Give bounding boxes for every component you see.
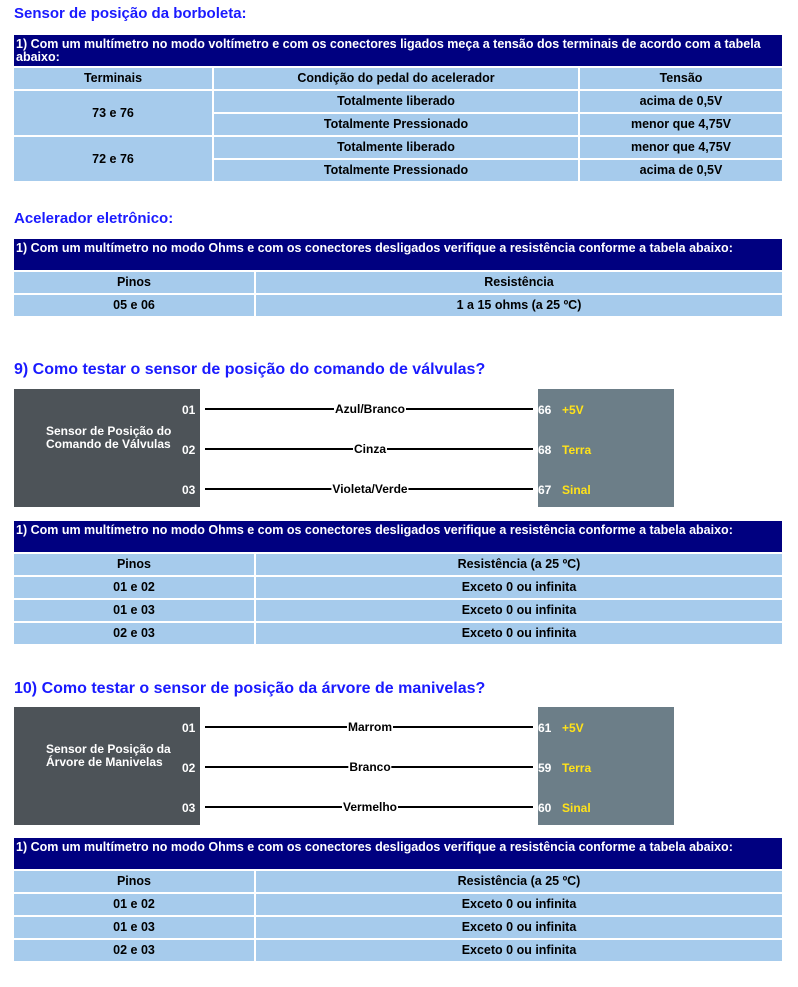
- ecu-terminal-number: 60: [538, 801, 552, 815]
- wire-color-label: Marrom: [347, 720, 393, 734]
- pins-cell: 01 e 03: [14, 600, 254, 621]
- terminals-cell: 72 e 76: [14, 137, 212, 181]
- table-row: [14, 600, 782, 621]
- signal-label: +5V: [562, 403, 584, 417]
- resistance-cell: Exceto 0 ou infinita: [256, 623, 782, 644]
- sensor-block: [14, 707, 200, 825]
- table-row: [14, 137, 782, 158]
- wire-color-label: Vermelho: [342, 800, 398, 814]
- section-title-electronic-accelerator: Acelerador eletrônico:: [14, 210, 174, 227]
- table-row: [14, 623, 782, 644]
- column-header: Resistência (a 25 ºC): [256, 871, 782, 892]
- table-row: [14, 917, 782, 938]
- pins-cell: 02 e 03: [14, 623, 254, 644]
- crankshaft-resistance-table: [12, 869, 784, 963]
- condition-cell: Totalmente Pressionado: [214, 114, 578, 135]
- condition-cell: Totalmente liberado: [214, 137, 578, 158]
- voltage-cell: acima de 0,5V: [580, 160, 782, 181]
- throttle-sensor-box: [14, 35, 782, 183]
- crankshaft-wiring-diagram: [14, 707, 674, 825]
- table-row: [14, 295, 782, 316]
- pins-cell: 01 e 02: [14, 894, 254, 915]
- table-row: [14, 940, 782, 961]
- resistance-cell: Exceto 0 ou infinita: [256, 577, 782, 598]
- instruction-banner: 1) Com um multímetro no modo Ohms e com os conectores desligados verifique a resistência conforme a tabela abaixo:: [14, 838, 782, 869]
- table-row: [14, 577, 782, 598]
- resistance-cell: Exceto 0 ou infinita: [256, 940, 782, 961]
- resistance-cell: 1 a 15 ohms (a 25 ºC): [256, 295, 782, 316]
- table-row: [14, 894, 782, 915]
- ecu-connector-block: [538, 707, 674, 825]
- camshaft-wiring-diagram: [14, 389, 674, 507]
- crankshaft-resistance-box: [14, 838, 782, 963]
- pins-cell: 01 e 03: [14, 917, 254, 938]
- pin-tab: [200, 402, 205, 416]
- terminals-cell: 73 e 76: [14, 91, 212, 135]
- table-header-row: [14, 272, 782, 293]
- throttle-voltage-table: [12, 66, 784, 183]
- ecu-terminal-number: 61: [538, 721, 552, 735]
- signal-label: Sinal: [562, 801, 591, 815]
- pin-tab: [200, 442, 205, 456]
- pin-tab: [200, 482, 205, 496]
- sensor-label: Sensor de Posição da Árvore de Manivelas: [46, 742, 171, 769]
- column-header: Pinos: [14, 871, 254, 892]
- column-header: Resistência: [256, 272, 782, 293]
- voltage-cell: menor que 4,75V: [580, 114, 782, 135]
- wire-color-label: Violeta/Verde: [332, 482, 408, 496]
- pins-cell: 05 e 06: [14, 295, 254, 316]
- voltage-cell: menor que 4,75V: [580, 137, 782, 158]
- table-row: [14, 91, 782, 112]
- condition-cell: Totalmente liberado: [214, 91, 578, 112]
- column-header: Pinos: [14, 554, 254, 575]
- section-title-throttle-sensor: Sensor de posição da borboleta:: [14, 5, 247, 22]
- resistance-cell: Exceto 0 ou infinita: [256, 600, 782, 621]
- pin-tab: [200, 760, 205, 774]
- sensor-block: [14, 389, 200, 507]
- table-header-row: [14, 871, 782, 892]
- ecu-terminal-number: 67: [538, 483, 552, 497]
- instruction-banner: 1) Com um multímetro no modo Ohms e com os conectores desligados verifique a resistência conforme a tabela abaixo:: [14, 521, 782, 552]
- sensor-pin-number: 02: [182, 761, 196, 775]
- section-title-crankshaft-sensor: 10) Como testar o sensor de posição da árvore de manivelas?: [14, 680, 486, 697]
- pins-cell: 02 e 03: [14, 940, 254, 961]
- column-header: Tensão: [580, 68, 782, 89]
- condition-cell: Totalmente Pressionado: [214, 160, 578, 181]
- camshaft-resistance-table: [12, 552, 784, 646]
- wire-color-label: Azul/Branco: [334, 402, 406, 416]
- ecu-terminal-number: 68: [538, 443, 552, 457]
- sensor-pin-number: 03: [182, 483, 196, 497]
- column-header: Condição do pedal do acelerador: [214, 68, 578, 89]
- instruction-banner: 1) Com um multímetro no modo Ohms e com os conectores desligados verifique a resistência conforme a tabela abaixo:: [14, 239, 782, 270]
- column-header: Terminais: [14, 68, 212, 89]
- wire-color-label: Cinza: [353, 442, 387, 456]
- signal-label: Sinal: [562, 483, 591, 497]
- camshaft-resistance-box: [14, 521, 782, 646]
- ecu-connector-block: [538, 389, 674, 507]
- sensor-pin-number: 01: [182, 721, 196, 735]
- resistance-cell: Exceto 0 ou infinita: [256, 917, 782, 938]
- resistance-cell: Exceto 0 ou infinita: [256, 894, 782, 915]
- sensor-label: Sensor de Posição do Comando de Válvulas: [46, 424, 172, 451]
- sensor-pin-number: 02: [182, 443, 196, 457]
- pin-tab: [200, 720, 205, 734]
- column-header: Resistência (a 25 ºC): [256, 554, 782, 575]
- table-header-row: [14, 554, 782, 575]
- ecu-terminal-number: 66: [538, 403, 552, 417]
- instruction-banner: 1) Com um multímetro no modo voltímetro e com os conectores ligados meça a tensão dos terminais de acordo com a tabela abaixo:: [14, 35, 782, 66]
- signal-label: Terra: [562, 761, 592, 775]
- wire-color-label: Branco: [349, 760, 391, 774]
- table-header-row: [14, 68, 782, 89]
- sensor-pin-number: 03: [182, 801, 196, 815]
- section-title-camshaft-sensor: 9) Como testar o sensor de posição do comando de válvulas?: [14, 361, 486, 378]
- pin-tab: [200, 800, 205, 814]
- signal-label: Terra: [562, 443, 592, 457]
- pins-cell: 01 e 02: [14, 577, 254, 598]
- column-header: Pinos: [14, 272, 254, 293]
- signal-label: +5V: [562, 721, 584, 735]
- ecu-terminal-number: 59: [538, 761, 552, 775]
- voltage-cell: acima de 0,5V: [580, 91, 782, 112]
- sensor-pin-number: 01: [182, 403, 196, 417]
- accelerator-resistance-table: [12, 270, 784, 318]
- accelerator-box: [14, 239, 782, 318]
